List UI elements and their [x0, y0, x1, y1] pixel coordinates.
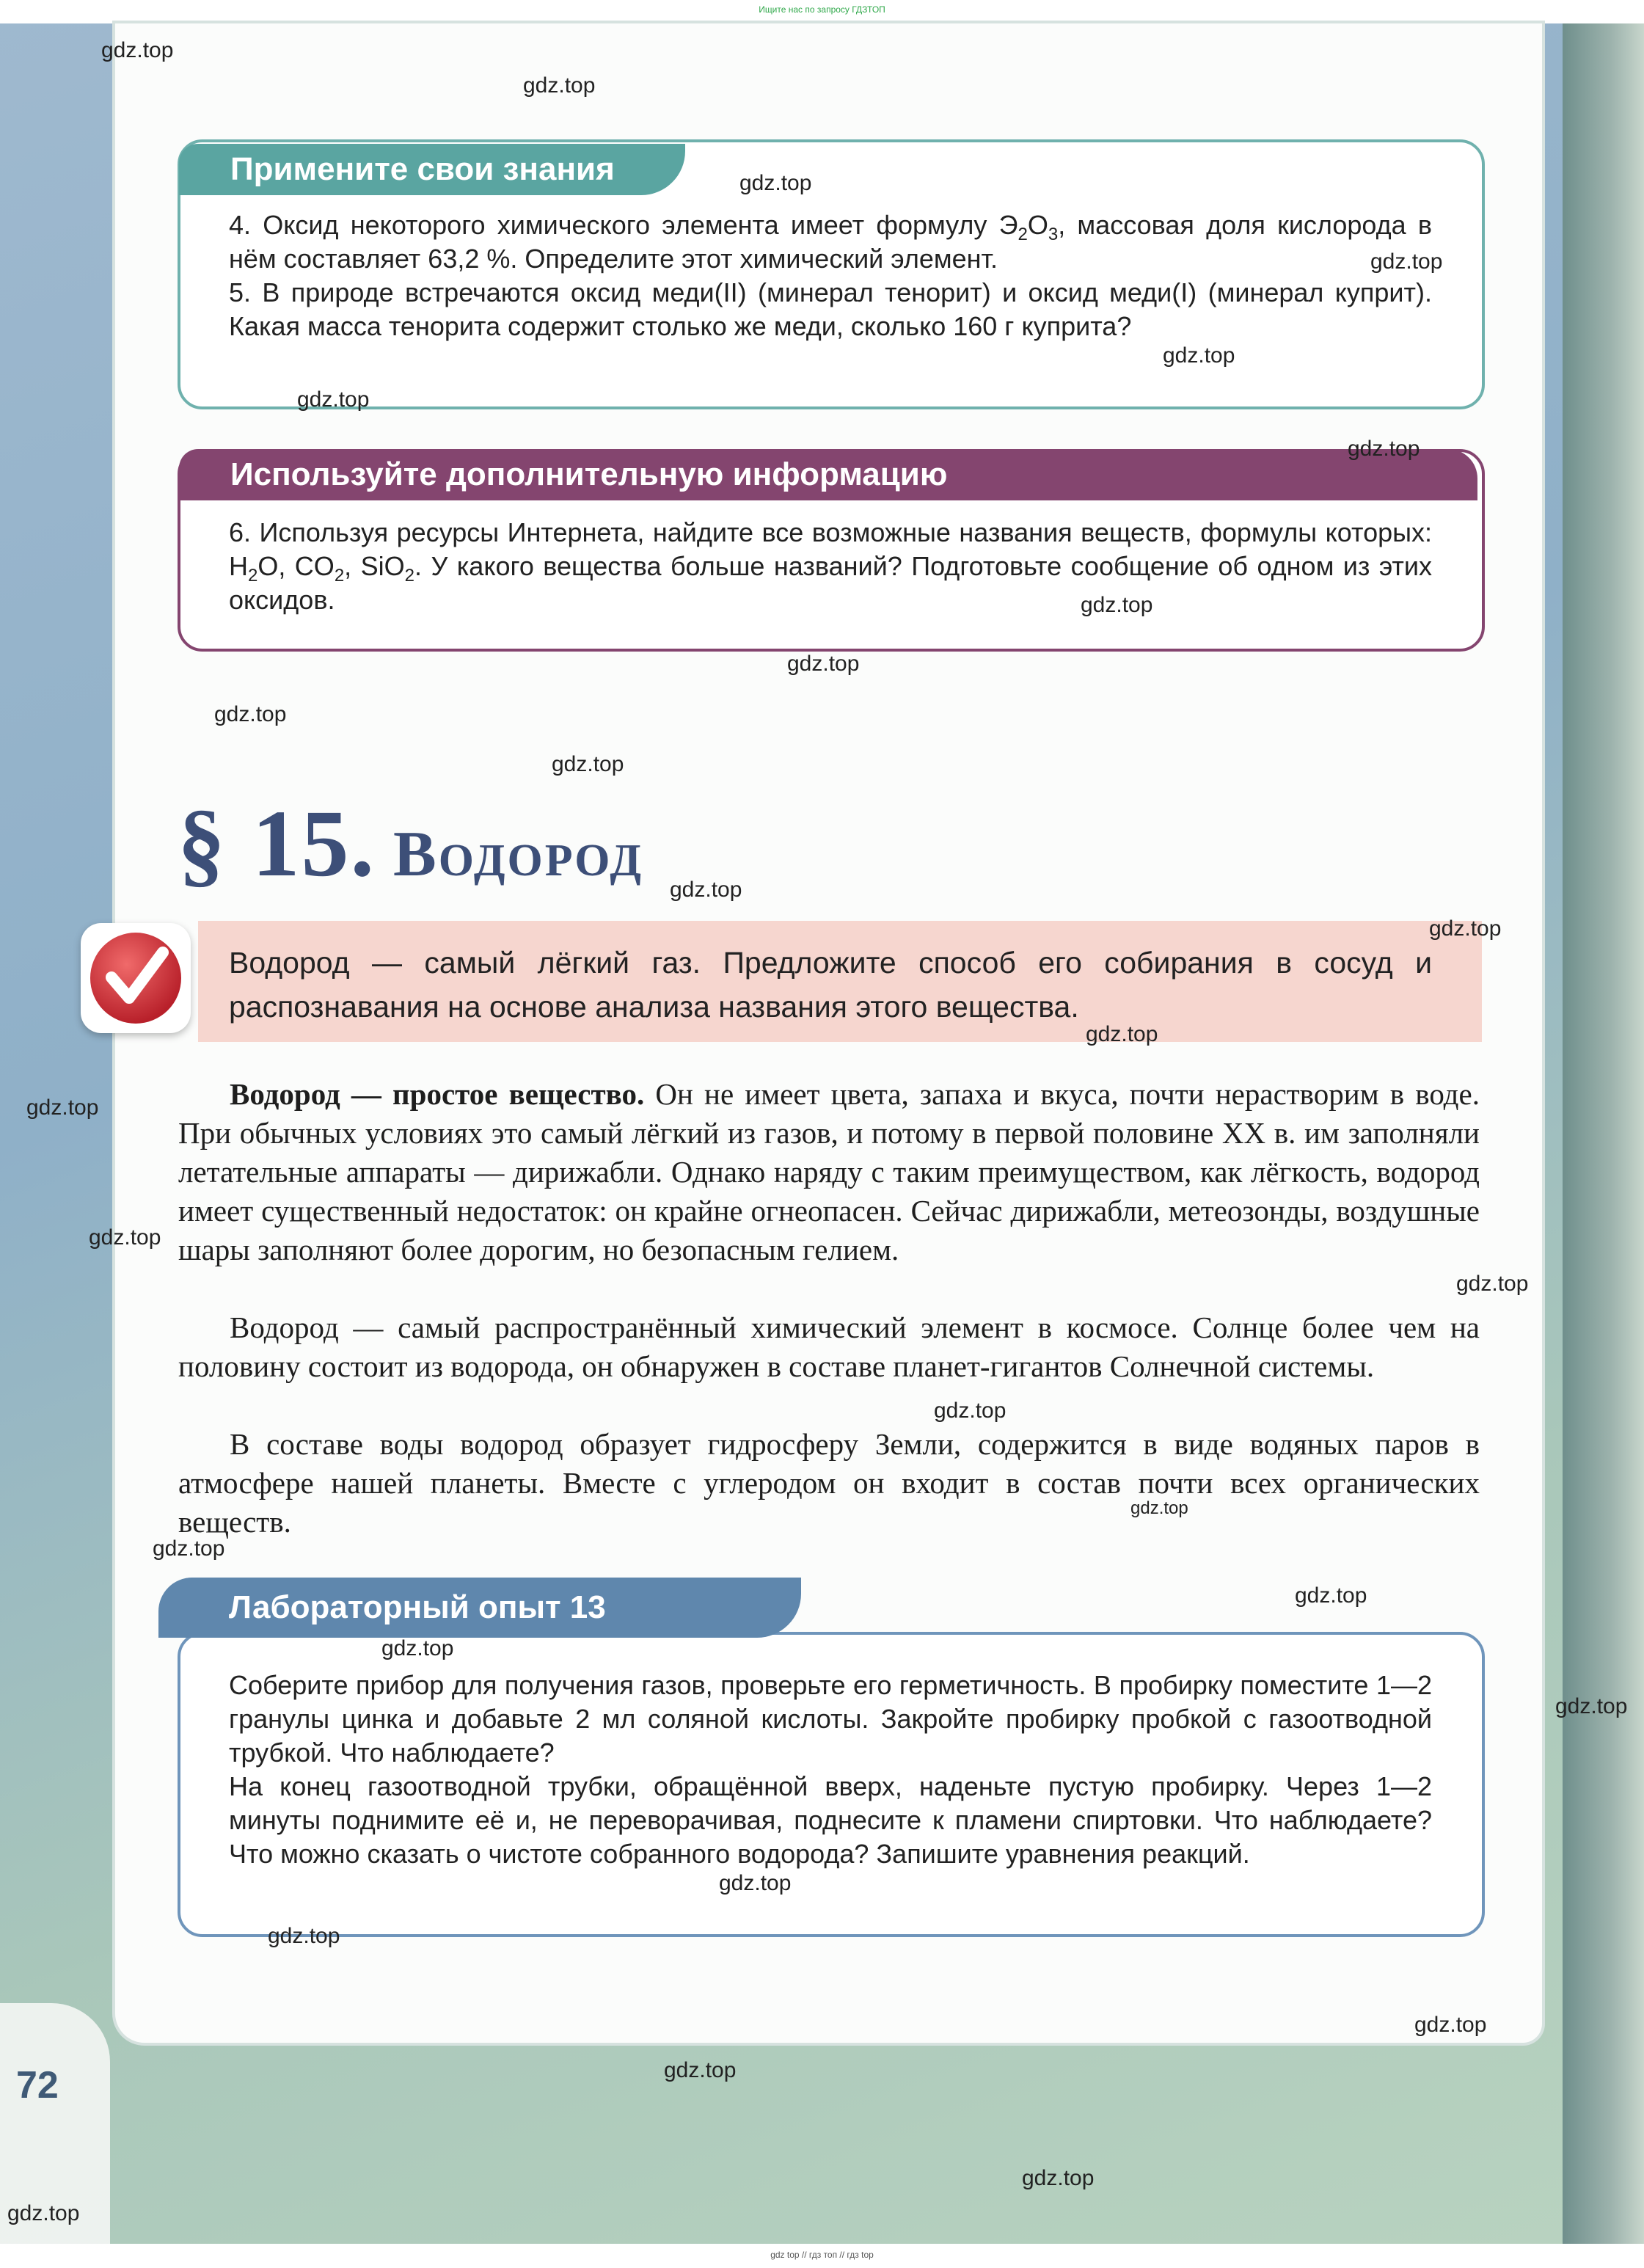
watermark: gdz.top	[664, 2058, 737, 2082]
top-banner	[0, 0, 1644, 23]
watermark: gdz.top	[101, 38, 174, 62]
watermark: gdz.top	[1130, 1498, 1188, 1518]
watermark: gdz.top	[552, 752, 624, 776]
watermark: gdz.top	[1081, 593, 1153, 617]
watermark: gdz.top	[26, 1095, 99, 1120]
section-number: § 15.	[178, 791, 376, 897]
watermark: gdz.top	[7, 2201, 80, 2225]
section-title: Водород	[393, 819, 644, 890]
watermark: gdz.top	[670, 878, 742, 902]
body-paragraph-1: Водород — простое вещество. Он не имеет цвета, запаха и вкуса, почти нерастворим в воде. При обычных условиях это самый лёгкий из газов, и потому в первой половине XX в. им заполняли летательные аппараты — дирижабли. Однако наряду с таким преимуществом, как лёгкость, водород имеет существенный недостаток: он крайне огнеопасен. Сейчас дирижабли, метеозонды, воздушные шары заполняют более дорогим, но безопасным гелием.	[178, 1077, 1480, 1266]
bottom-note: gdz top // гдз топ // гдз top	[770, 2250, 874, 2260]
lab-paragraph-1: Соберите прибор для получения газов, проверьте его герметичность. В пробирку поместите 1—2 гранулы цинка и добавьте 2 мл соляной кислоты. Закройте пробирку пробкой с газоотводной трубкой. Что наблюдаете?	[229, 1670, 1432, 1768]
additional-info-title: Используйте дополнительную информацию	[179, 449, 1477, 500]
intro-question: Водород — самый лёгкий газ. Предложите способ его собирания в сосуд и распознавания на основе анализа названия этого вещества.	[229, 946, 1432, 1024]
watermark: gdz.top	[934, 1399, 1007, 1423]
watermark: gdz.top	[787, 652, 860, 676]
page-number: 72	[16, 2064, 59, 2107]
watermark: gdz.top	[1022, 2166, 1095, 2190]
body-paragraph-3: В составе воды водород образует гидросферу Земли, содержится в виде водяных паров в атмосфере нашей планеты. Вместе с углеродом он входит в состав почти всех органических веществ.	[178, 1427, 1480, 1539]
watermark: gdz.top	[1295, 1583, 1367, 1608]
watermark: gdz.top	[153, 1536, 225, 1561]
watermark: gdz.top	[1086, 1022, 1158, 1046]
watermark: gdz.top	[381, 1636, 454, 1660]
lab-experiment-title: Лабораторный опыт 13	[158, 1578, 801, 1638]
book-spine-shadow	[1563, 23, 1644, 2244]
watermark: gdz.top	[268, 1924, 340, 1948]
task-4: 4. Оксид некоторого химического элемента имеет формулу $Э_2O_3$, массовая доля кислорода в нём составляет 63,2 %. Определите этот химический элемент.	[229, 210, 1432, 274]
section-heading	[178, 789, 643, 899]
watermark: gdz.top	[523, 73, 596, 98]
body-paragraph-2: Водород — самый распространённый химический элемент в космосе. Солнце более чем на половину состоит из водорода, он обнаружен в составе планет-гигантов Солнечной системы.	[178, 1310, 1480, 1383]
watermark: gdz.top	[297, 387, 370, 412]
watermark: gdz.top	[1348, 437, 1420, 461]
lab-paragraph-2: На конец газоотводной трубки, обращённой вверх, наденьте пустую пробирку. Через 1—2 минуты поднимите её и, не переворачивая, поднесите к пламени спиртовки. Что наблюдаете? Что можно сказать о чистоте собранного водорода? Запишите уравнения реакций.	[229, 1771, 1432, 1869]
top-note: Ищите нас по запросу ГДЗТОП	[759, 4, 885, 15]
watermark: gdz.top	[1555, 1694, 1628, 1718]
watermark: gdz.top	[1414, 2013, 1487, 2037]
task-5: 5. В природе встречаются оксид меди(II) (минерал тенорит) и оксид меди(I) (минерал куприт). Какая масса тенорита содержит столько же меди, сколько 160 г куприта?	[229, 277, 1432, 341]
watermark: gdz.top	[1370, 249, 1443, 274]
bottom-banner	[0, 2244, 1644, 2268]
watermark: gdz.top	[1429, 916, 1502, 941]
watermark: gdz.top	[89, 1225, 161, 1250]
watermark: gdz.top	[1456, 1272, 1529, 1296]
watermark: gdz.top	[739, 171, 812, 195]
watermark: gdz.top	[719, 1871, 792, 1895]
task-6: 6. Используя ресурсы Интернета, найдите все возможные названия веществ, формулы которых: $H_2O$, $CO_2$, SiO$_2$. У какого вещества больше названий? Подготовьте сообщение об одном из этих оксидов.	[229, 517, 1433, 615]
watermark: gdz.top	[214, 702, 287, 726]
checkmark-icon	[81, 923, 191, 1033]
watermark: gdz.top	[1163, 343, 1235, 368]
apply-knowledge-title: Примените свои знания	[179, 144, 685, 195]
